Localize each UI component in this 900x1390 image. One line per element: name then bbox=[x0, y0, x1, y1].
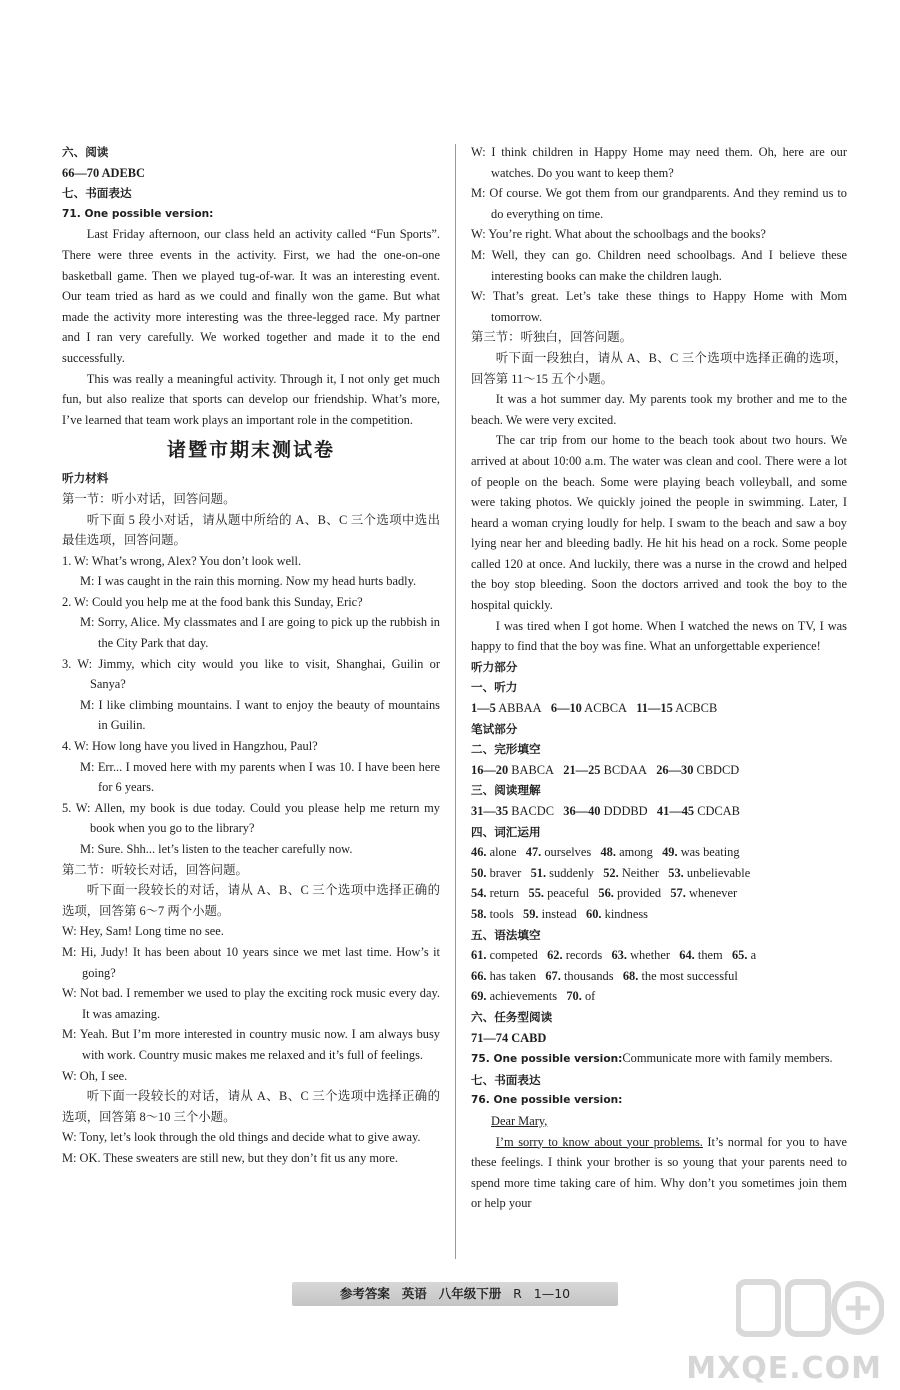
item-number: 64. bbox=[679, 948, 695, 963]
item-number: 63. bbox=[611, 948, 627, 963]
s4-heading: 四、词汇运用 bbox=[471, 824, 541, 839]
item-number: 66. bbox=[471, 968, 487, 983]
item-number: 49. bbox=[662, 845, 678, 860]
answer-row bbox=[471, 801, 847, 822]
footer-label: 参考答案 bbox=[339, 1286, 390, 1301]
item-number: 59. bbox=[523, 906, 539, 921]
item-answer: unbelievable bbox=[686, 865, 751, 880]
answer-row bbox=[471, 698, 847, 719]
dialog-line: W: Not bad. I remember we used to play the exciting rock music every day. It was amazing. bbox=[62, 986, 440, 1021]
dialog-line: W: Tony, let’s look through the old things and decide what to give away. bbox=[62, 1130, 421, 1145]
part2-instruction: 听下面一段较长的对话，请从 A、B、C 三个选项中选择正确的选项，回答第 6～7 两个小题。 bbox=[62, 883, 440, 918]
part3-heading: 第三节：听独白，回答问题。 bbox=[471, 330, 633, 345]
item-number: 58. bbox=[471, 906, 487, 921]
item-number: 55. bbox=[528, 886, 544, 901]
item-answer: kindness bbox=[604, 906, 649, 921]
answer-range: 11—15 bbox=[636, 701, 673, 716]
listening-heading: 听力材料 bbox=[62, 471, 109, 486]
footer-grade: 八年级下册 bbox=[438, 1286, 502, 1301]
answer-letters: CBDCD bbox=[696, 762, 740, 777]
vocab-row bbox=[471, 863, 847, 884]
dialog-line: M: I was caught in the rain this morning. Now my head hurts badly. bbox=[80, 574, 417, 589]
dialog-line: M: Err... I moved here with my parents when I was 10. I have been here for 6 years. bbox=[80, 759, 440, 795]
answer-letters: DDDBD bbox=[603, 804, 648, 818]
monologue-paragraph: It was a hot summer day. My parents took my brother and me to the beach. We were very excited. bbox=[471, 392, 847, 427]
dialogs bbox=[62, 551, 440, 860]
item-answer: tools bbox=[489, 906, 514, 921]
item-answer: among bbox=[619, 845, 653, 860]
sec6-heading: 六、阅读 bbox=[62, 145, 109, 159]
item-answer: a bbox=[750, 948, 757, 963]
q76-label: 76. One possible version: bbox=[471, 1094, 623, 1107]
item-number: 68. bbox=[622, 968, 639, 983]
q75-label: 75. One possible version: bbox=[471, 1053, 623, 1066]
item-number: 47. bbox=[525, 845, 542, 860]
dialog-line: M: Well, they can go. Children need schoolbags. And I believe these interesting books can make the children laugh. bbox=[471, 247, 847, 283]
answer-letters: BABCA bbox=[511, 762, 554, 777]
monologue-paragraph: I was tired when I got home. When I watched the news on TV, I was happy to find that the boy was fine. What an unforgettable experience! bbox=[471, 618, 847, 654]
dialog-line: M: Yeah. But I’m more interested in country music now. I am always busy with work. Country music makes me relaxed and it’s full of feelings. bbox=[62, 1027, 440, 1062]
answer-letters: ABBAA bbox=[498, 701, 542, 716]
dialog-line: W: You’re right. What about the schoolbags and the books? bbox=[471, 227, 766, 242]
item-answer: them bbox=[697, 948, 723, 963]
s6-answers: 71—74 CABD bbox=[471, 1030, 547, 1045]
conversation-2-continued bbox=[471, 142, 847, 327]
watermark bbox=[686, 1274, 886, 1387]
answer-range: 36—40 bbox=[563, 804, 601, 818]
item-number: 69. bbox=[471, 989, 487, 1004]
right-column bbox=[471, 142, 847, 1214]
dialog-line: 5. W: Allen, my book is due today. Could you please help me return my book when you go to the library? bbox=[62, 800, 440, 836]
dialog-line: W: Oh, I see. bbox=[62, 1068, 128, 1083]
watermark-seal-icon bbox=[736, 1274, 884, 1346]
dialog-line: M: Sure. Shh... let’s listen to the teacher carefully now. bbox=[80, 842, 353, 856]
left-column bbox=[62, 142, 440, 1169]
part1-heading: 第一节：听小对话，回答问题。 bbox=[62, 491, 236, 506]
item-answer: suddenly bbox=[549, 865, 594, 880]
answer-range: 31—35 bbox=[471, 804, 509, 818]
s2-heading: 二、完形填空 bbox=[471, 742, 541, 757]
conversation-2 bbox=[62, 1127, 440, 1168]
q71-paragraph: Last Friday afternoon, our class held an activity called “Fun Sports”. There were three events in the activity. First, we had the one-on-one basketball game. Then we played tug-of-war. It was an interesting event. Our team tried as hard as we could and finally won the game. But what made the activity more interesting was the three-legged race. My partner and I ran very carefully. We worked together and made it to the end successfully. bbox=[62, 227, 440, 365]
item-answer: provided bbox=[616, 886, 662, 901]
item-answer: has taken bbox=[489, 968, 537, 983]
q75-text: Communicate more with family members. bbox=[622, 1051, 833, 1066]
listening-part-heading: 听力部分 bbox=[471, 659, 518, 674]
item-answer: instead bbox=[541, 906, 577, 921]
answer-range: 26—30 bbox=[656, 762, 694, 777]
item-answer: competed bbox=[489, 948, 538, 963]
watermark-url: MXQE.COM bbox=[686, 1351, 882, 1387]
answer-letters: ACBCA bbox=[584, 701, 627, 716]
item-number: 70. bbox=[566, 989, 582, 1004]
letter-body bbox=[471, 1132, 847, 1214]
part3-instruction: 听下面一段独白，请从 A、B、C 三个选项中选择正确的选项，回答第 11～15 五个小题。 bbox=[471, 350, 847, 386]
part2-instruction: 听下面一段较长的对话，请从 A、B、C 三个选项中选择正确的选项，回答第 8～10 三个小题。 bbox=[62, 1089, 440, 1124]
dialog-line: 3. W: Jimmy, which city would you like to visit, Shanghai, Guilin or Sanya? bbox=[62, 656, 440, 692]
q75-row bbox=[471, 1048, 847, 1070]
item-answer: the most successful bbox=[641, 968, 738, 983]
s7-heading: 七、书面表达 bbox=[471, 1072, 541, 1087]
s6-heading: 六、任务型阅读 bbox=[471, 1009, 553, 1024]
dialog-line: M: Sorry, Alice. My classmates and I are going to pick up the rubbish in the City Park that day. bbox=[80, 615, 440, 651]
s5-heading: 五、语法填空 bbox=[471, 927, 541, 942]
footer-subject: 英语 bbox=[401, 1286, 427, 1301]
part2-heading: 第二节：听较长对话，回答问题。 bbox=[62, 862, 248, 877]
q71-label: 71. One possible version: bbox=[62, 207, 214, 220]
answer-range: 6—10 bbox=[550, 701, 582, 716]
answer-range: 41—45 bbox=[656, 804, 695, 818]
l1-heading: 一、听力 bbox=[471, 680, 518, 695]
item-answer: whether bbox=[630, 948, 670, 963]
dialog-line: 4. W: How long have you lived in Hangzhou, Paul? bbox=[62, 739, 318, 754]
answer-range: 21—25 bbox=[563, 762, 601, 777]
dialog-line: M: Of course. We got them from our grandparents. And they remind us to do everything on time. bbox=[471, 186, 847, 221]
vocab-row bbox=[471, 904, 847, 925]
written-part-heading: 笔试部分 bbox=[471, 721, 518, 736]
item-answer: thousands bbox=[563, 968, 614, 983]
sec6-answers: 66—70 ADEBC bbox=[62, 165, 145, 180]
letter-underlined-sentence: I’m sorry to know about your problems. bbox=[495, 1134, 703, 1149]
item-answer: whenever bbox=[688, 886, 738, 901]
dialog-line: 1. W: What’s wrong, Alex? You don’t look well. bbox=[62, 553, 302, 568]
answer-letters: CDCAB bbox=[697, 804, 740, 818]
item-number: 57. bbox=[670, 886, 686, 901]
item-answer: return bbox=[489, 886, 520, 901]
sec7-heading: 七、书面表达 bbox=[62, 186, 132, 201]
footer-page: 1—10 bbox=[533, 1286, 571, 1301]
grammar-row bbox=[471, 945, 847, 966]
item-answer: of bbox=[584, 989, 596, 1004]
part1-instruction: 听下面 5 段小对话，请从题中所给的 A、B、C 三个选项中选出最佳选项，回答问题。 bbox=[62, 512, 440, 548]
answer-range: 16—20 bbox=[471, 762, 509, 777]
conversation-1 bbox=[62, 921, 440, 1086]
item-number: 61. bbox=[471, 948, 487, 963]
item-answer: alone bbox=[489, 845, 517, 860]
dialog-line: W: Hey, Sam! Long time no see. bbox=[62, 924, 224, 939]
answer-letters: BCDAA bbox=[603, 762, 647, 777]
exam-title: 诸暨市期末测试卷 bbox=[166, 439, 335, 462]
dialog-line: 2. W: Could you help me at the food bank this Sunday, Eric? bbox=[62, 594, 363, 609]
page-footer bbox=[292, 1282, 618, 1306]
answer-letters: ACBCB bbox=[675, 701, 718, 716]
letter-greeting bbox=[471, 1111, 847, 1132]
dialog-line: W: I think children in Happy Home may need them. Oh, here are our watches. Do you want to keep them? bbox=[471, 145, 847, 180]
dialog-line: M: I like climbing mountains. I want to enjoy the beauty of mountains in Guilin. bbox=[80, 697, 440, 733]
dialog-line: W: That’s great. Let’s take these things to Happy Home with Mom tomorrow. bbox=[471, 289, 847, 324]
item-answer: was beating bbox=[680, 845, 740, 860]
dialog-line: M: OK. These sweaters are still new, but they don’t fit us any more. bbox=[62, 1150, 398, 1165]
answer-range: 1—5 bbox=[471, 701, 496, 716]
letter-body-text: It’s normal for you to have these feelings. I think your brother is so young that your parents need to spend more time taking care of him. Why don’t you sometimes join them or help your bbox=[471, 1134, 847, 1211]
footer-edition: R bbox=[513, 1286, 522, 1301]
s3-heading: 三、阅读理解 bbox=[471, 783, 541, 798]
item-number: 62. bbox=[547, 948, 563, 963]
item-number: 46. bbox=[471, 845, 487, 860]
grammar-row bbox=[471, 966, 847, 987]
item-number: 67. bbox=[545, 968, 561, 983]
item-answer: Neither bbox=[621, 865, 659, 880]
column-divider bbox=[455, 144, 456, 1259]
item-number: 52. bbox=[603, 865, 619, 880]
item-answer: achievements bbox=[489, 989, 558, 1004]
item-answer: braver bbox=[489, 865, 522, 880]
item-answer: records bbox=[565, 948, 603, 963]
item-number: 50. bbox=[471, 865, 487, 880]
q71-paragraph: This was really a meaningful activity. Through it, I not only get much fun, but also realize that sports can develop our friendship. What’s more, I’ve learned that team work plays an important role in the competition. bbox=[62, 371, 440, 427]
answer-row bbox=[471, 760, 847, 781]
item-answer: peaceful bbox=[547, 886, 590, 901]
item-number: 54. bbox=[471, 886, 487, 901]
item-number: 56. bbox=[598, 886, 614, 901]
vocab-row bbox=[471, 842, 847, 863]
item-number: 48. bbox=[600, 845, 616, 860]
letter-greeting-text: Dear Mary, bbox=[491, 1113, 548, 1128]
item-number: 51. bbox=[530, 865, 547, 880]
item-number: 65. bbox=[731, 948, 748, 963]
item-answer: ourselves bbox=[544, 845, 592, 860]
dialog-line: M: Hi, Judy! It has been about 10 years since we met last time. How’s it going? bbox=[62, 944, 440, 980]
item-number: 60. bbox=[586, 906, 602, 921]
vocab-row bbox=[471, 883, 847, 904]
item-number: 53. bbox=[668, 865, 684, 880]
answer-letters: BACDC bbox=[511, 804, 554, 818]
monologue-paragraph: The car trip from our home to the beach took about two hours. We arrived at about 10:00 a.m. The water was clean and cool. There were a lot of people on the beach. Some were playing beach volleyball, and some were taking photos. We quickly joined the people in swimming. Later, I heard a woman crying loudly for help. I swam to the beach and saw a boy lying near her and bleeding badly. He hit his head on a rock. Some people called 120 at once. And luckily, there was a nurse in the crowd and helped the boy stop bleeding. Soon the doctors arrived and took the boy to the hospital quickly. bbox=[471, 433, 847, 613]
grammar-row bbox=[471, 986, 847, 1007]
